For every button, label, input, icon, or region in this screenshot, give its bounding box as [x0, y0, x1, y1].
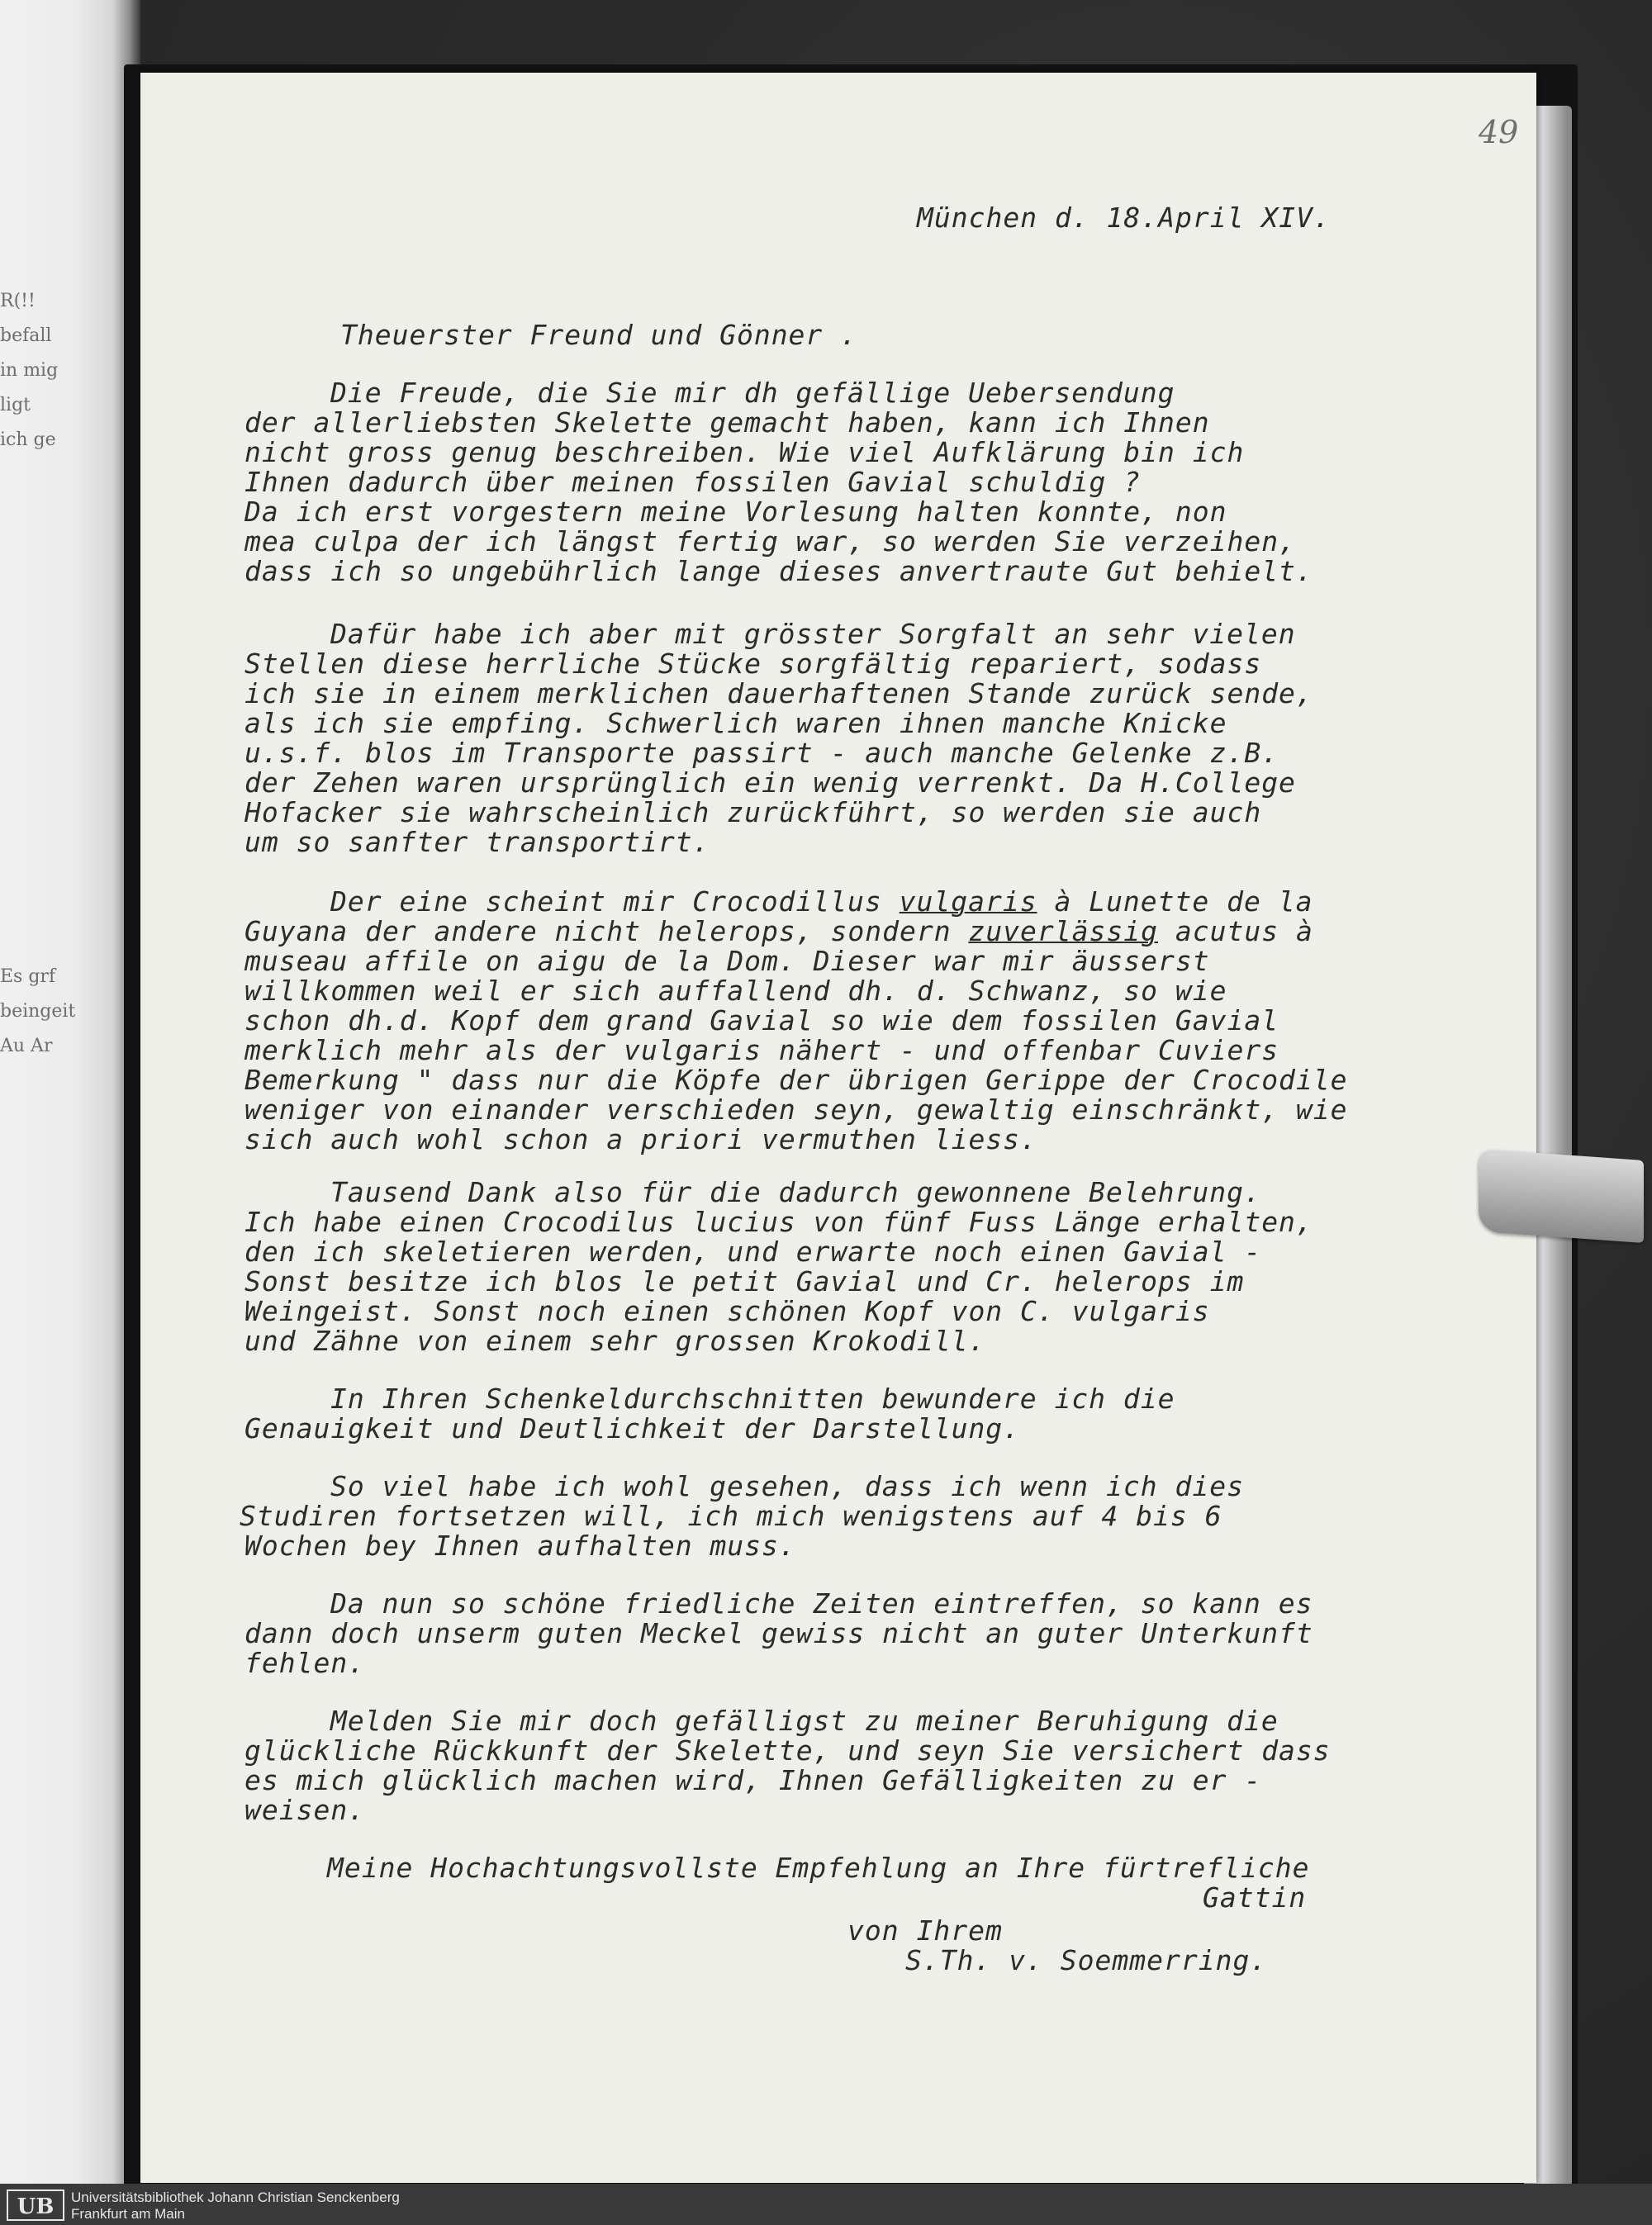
text-line: den ich skeletieren werden, und erwarte noch einen Gavial - — [244, 1236, 1262, 1268]
left-page-fragment: Au Ar — [0, 1036, 53, 1056]
salutation: Theuerster Freund und Gönner . — [340, 319, 858, 351]
text-line: Dafür habe ich aber mit grösster Sorgfalt an sehr vielen — [330, 618, 1296, 650]
text-line: museau affile on aigu de la Dom. Dieser war mir äusserst — [244, 945, 1210, 977]
text-line: Da ich erst vorgestern meine Vorlesung halten konnte, non — [244, 496, 1227, 528]
left-page-fragment: beingeit — [0, 1001, 76, 1022]
text-line: und Zähne von einem sehr grossen Krokodill. — [244, 1325, 986, 1357]
left-page-fragment: ich ge — [0, 429, 56, 450]
left-page-fragment: befall — [0, 325, 52, 346]
text-line: um so sanfter transportirt. — [244, 826, 710, 858]
text-line: weniger von einander verschieden seyn, gewaltig einschränkt, wie — [244, 1094, 1348, 1126]
underlined-word: zuverlässig — [968, 915, 1158, 947]
library-city-line: Frankfurt am Main — [71, 2206, 185, 2222]
text-line: So viel habe ich wohl gesehen, dass ich wenn ich dies — [330, 1470, 1244, 1502]
text-line: Die Freude, die Sie mir dh gefällige Uebersendung — [330, 377, 1175, 409]
text-line: Genauigkeit und Deutlichkeit der Darstellung. — [244, 1412, 1021, 1445]
text-line: dann doch unserm guten Meckel gewiss nicht an guter Unterkunft — [244, 1617, 1313, 1649]
text-line: mea culpa der ich längst fertig war, so werden Sie verzeihen, — [244, 525, 1296, 557]
text-line: merklich mehr als der vulgaris nähert - und offenbar Cuviers — [244, 1034, 1279, 1066]
underlined-word: vulgaris — [899, 885, 1037, 918]
text-line: schon dh.d. Kopf dem grand Gavial so wie dem fossilen Gavial — [244, 1004, 1279, 1037]
left-page-fragment: ligt — [0, 395, 31, 415]
left-facing-page — [0, 0, 140, 2225]
closing-line: Meine Hochachtungsvollste Empfehlung an Ihre fürtrefliche — [327, 1852, 1310, 1884]
signature: S.Th. v. Soemmerring. — [905, 1944, 1268, 1976]
text-line: Tausend Dank also für die dadurch gewonnene Belehrung. — [330, 1176, 1261, 1208]
left-page-fragment: R(!! — [0, 291, 36, 311]
library-name — [71, 2189, 400, 2223]
text-line: nicht gross genug beschreiben. Wie viel Aufklärung bin ich — [244, 436, 1245, 468]
text-line: Sonst besitze ich blos le petit Gavial und Cr. helerops im — [244, 1265, 1245, 1298]
text-line: glückliche Rückkunft der Skelette, und seyn Sie versichert dass — [244, 1734, 1331, 1767]
text-line: Ihnen dadurch über meinen fossilen Gavial schuldig ? — [244, 466, 1142, 498]
text-line: dass ich so ungebührlich lange dieses anvertraute Gut behielt. — [244, 555, 1313, 587]
text-line: als ich sie empfing. Schwerlich waren ihnen manche Knicke — [244, 707, 1227, 739]
left-page-fragment: in mig — [0, 360, 59, 381]
library-name-line: Universitätsbibliothek Johann Christian Senckenberg — [71, 2189, 400, 2205]
text-fragment: Der eine scheint mir Crocodillus — [330, 885, 900, 918]
text-line: willkommen weil er sich auffallend dh. d. Schwanz, so wie — [244, 975, 1227, 1007]
signoff: von Ihrem — [847, 1914, 1003, 1947]
text-line: Da nun so schöne friedliche Zeiten eintreffen, so kann es — [330, 1587, 1313, 1620]
closing-line: Gattin — [1203, 1881, 1307, 1914]
text-line: es mich glücklich machen wird, Ihnen Gefälligkeiten zu er - — [244, 1764, 1262, 1796]
text-line — [244, 915, 1313, 947]
text-line: Studiren fortsetzen will, ich mich wenigstens auf 4 bis 6 — [240, 1500, 1222, 1532]
text-line: der Zehen waren ursprünglich ein wenig verrenkt. Da H.College — [244, 766, 1296, 799]
ub-logo: UB — [7, 2189, 64, 2221]
text-line: Bemerkung " dass nur die Köpfe der übrigen Gerippe der Crocodile — [244, 1064, 1348, 1096]
text-line: fehlen. — [244, 1647, 366, 1679]
text-fragment: acutus à — [1158, 915, 1313, 947]
text-line: sich auch wohl schon a priori vermuthen liess. — [244, 1123, 1037, 1155]
folio-number: 49 — [1479, 114, 1519, 150]
text-line: Melden Sie mir doch gefälligst zu meiner Beruhigung die — [330, 1705, 1279, 1737]
text-line: Hofacker sie wahrscheinlich zurückführt, so werden sie auch — [244, 796, 1262, 828]
text-line: weisen. — [244, 1794, 366, 1826]
text-line: Wochen bey Ihnen aufhalten muss. — [244, 1530, 796, 1562]
text-line: Weingeist. Sonst noch einen schönen Kopf von C. vulgaris — [244, 1295, 1210, 1327]
page-clip — [1479, 1149, 1644, 1243]
text-line — [330, 885, 1313, 918]
text-line: Ich habe einen Crocodilus lucius von fünf Fuss Länge erhalten, — [244, 1206, 1313, 1238]
text-line: u.s.f. blos im Transporte passirt - auch manche Gelenke z.B. — [244, 737, 1279, 769]
text-line: Stellen diese herrliche Stücke sorgfältig repariert, sodass — [244, 648, 1262, 680]
text-fragment: à Lunette de la — [1037, 885, 1313, 918]
left-page-fragment: Es grf — [0, 966, 56, 987]
text-line: der allerliebsten Skelette gemacht haben, kann ich Ihnen — [244, 406, 1210, 439]
text-fragment: Guyana der andere nicht helerops, sondern — [244, 915, 969, 947]
text-line: ich sie in einem merklichen dauerhaftenen Stande zurück sende, — [244, 677, 1313, 709]
dateline: München d. 18.April XIV. — [917, 202, 1331, 234]
text-line: In Ihren Schenkeldurchschnitten bewundere ich die — [330, 1383, 1175, 1415]
